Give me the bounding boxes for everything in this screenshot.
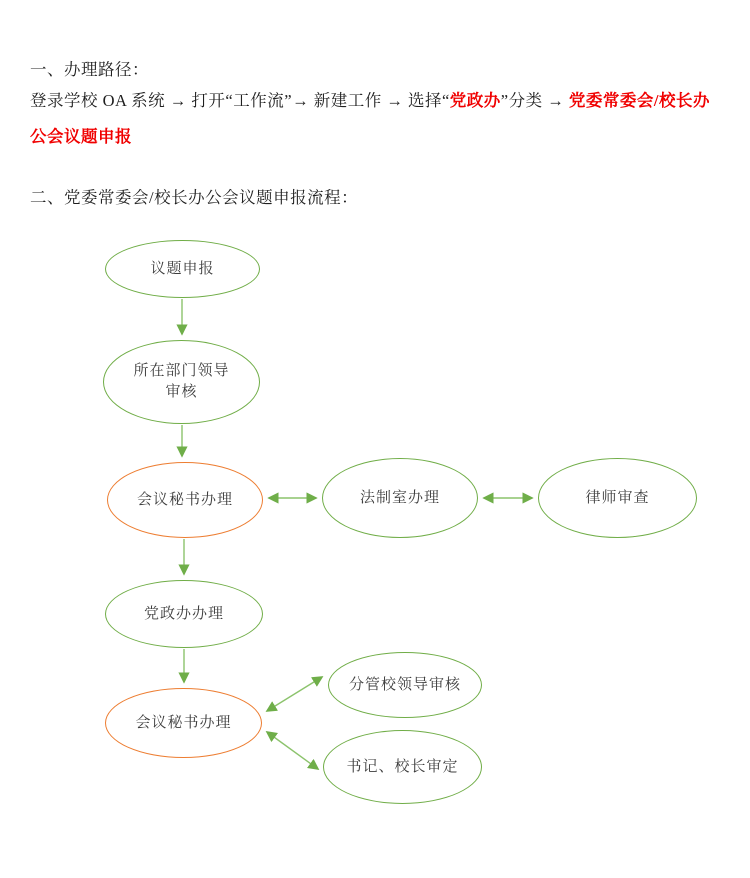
section1-path-line-wrap: 公会议题申报 [30, 127, 132, 146]
path-seg-2-red: 党政办 [449, 91, 501, 110]
flow-node-lawyer-review [538, 458, 697, 538]
flow-node-label-line2: 审核 [165, 384, 198, 400]
flow-node-label: 法制室办理 [359, 489, 440, 506]
section2-heading: 二、党委常委会/校长办公会议题申报流程： [30, 188, 359, 207]
flow-node-label: 党政办办理 [143, 605, 224, 622]
flow-node-label: 分管校领导审核 [348, 676, 461, 693]
flow-node-meeting-secretary-handle-2 [105, 688, 262, 758]
section1-heading: 一、办理路径： [30, 60, 149, 79]
path-seg-3: ”分类 → [500, 91, 569, 110]
path-seg-1: 登录学校 OA 系统 → 打开“工作流”→ 新建工作 → 选择“ [30, 91, 450, 110]
path-seg-4-red: 党委常委会/校长办 [568, 91, 710, 110]
flow-node-department-leader-review [103, 340, 260, 424]
flow-node-label: 会议秘书办理 [136, 491, 233, 508]
arrow-secretary2-vicepresident [267, 677, 322, 711]
flow-node-secretary-president-approval [323, 730, 482, 804]
flow-node-party-admin-office-handle [105, 580, 263, 648]
flow-node-label: 书记、校长审定 [346, 758, 459, 775]
flow-node-legal-office-handle [322, 458, 478, 538]
flow-node-label: 会议秘书办理 [135, 714, 232, 731]
flow-node-meeting-secretary-handle-1 [107, 462, 263, 538]
flow-node-label: 议题申报 [150, 260, 215, 277]
flow-node-label: 所在部门领导 [133, 363, 230, 379]
flow-node-topic-declaration [105, 240, 260, 298]
arrow-secretary2-president [267, 732, 318, 769]
flow-node-vice-president-review [328, 652, 482, 718]
flow-node-label: 律师审查 [585, 489, 650, 506]
